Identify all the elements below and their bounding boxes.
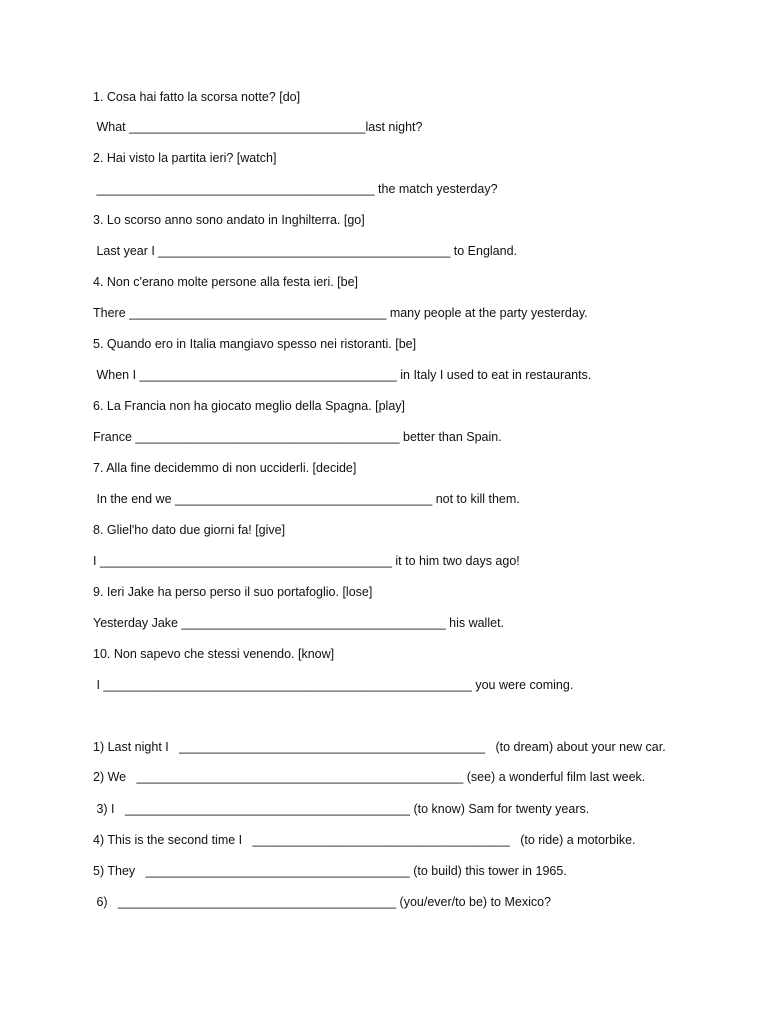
exercise-7-prompt: 7. Alla fine decidemmo di non ucciderli. [decide] <box>93 461 357 475</box>
exercise-b-4: 4) This is the second time I _____________________________________ (to ride) a motorbike. <box>93 833 636 847</box>
exercise-b-6: 6) ________________________________________ (you/ever/to be) to Mexico? <box>93 895 552 909</box>
exercise-3-sentence: Last year I __________________________________________ to England. <box>93 244 518 258</box>
exercise-2-prompt: 2. Hai visto la partita ieri? [watch] <box>93 151 277 165</box>
exercise-6-prompt: 6. La Francia non ha giocato meglio della Spagna. [play] <box>93 399 406 413</box>
exercise-b-3: 3) I _________________________________________ (to know) Sam for twenty years. <box>93 802 590 816</box>
exercise-4-sentence: There _____________________________________ many people at the party yesterday. <box>93 306 588 320</box>
exercise-7-sentence: In the end we _____________________________________ not to kill them. <box>93 492 520 506</box>
exercise-1-prompt: 1. Cosa hai fatto la scorsa notte? [do] <box>93 90 301 104</box>
exercise-8-prompt: 8. Gliel'ho dato due giorni fa! [give] <box>93 523 286 537</box>
exercise-b-1: 1) Last night I ____________________________________________ (to dream) about your new car. <box>93 740 666 754</box>
exercise-1-sentence: What __________________________________last night? <box>93 120 423 134</box>
exercise-5-sentence: When I _____________________________________ in Italy I used to eat in restaurants. <box>93 368 592 382</box>
exercise-b-2: 2) We _______________________________________________ (see) a wonderful film last week. <box>93 770 646 784</box>
exercise-b-5: 5) They ______________________________________ (to build) this tower in 1965. <box>93 864 567 878</box>
exercise-2-sentence: ________________________________________ the match yesterday? <box>93 182 498 196</box>
exercise-10-prompt: 10. Non sapevo che stessi venendo. [know] <box>93 647 335 661</box>
exercise-6-sentence: France ______________________________________ better than Spain. <box>93 430 502 444</box>
exercise-5-prompt: 5. Quando ero in Italia mangiavo spesso nei ristoranti. [be] <box>93 337 417 351</box>
exercise-10-sentence: I _____________________________________________________ you were coming. <box>93 678 574 692</box>
exercise-9-prompt: 9. Ieri Jake ha perso perso il suo portafoglio. [lose] <box>93 585 373 599</box>
exercise-9-sentence: Yesterday Jake ______________________________________ his wallet. <box>93 616 505 630</box>
exercise-3-prompt: 3. Lo scorso anno sono andato in Inghilterra. [go] <box>93 213 365 227</box>
exercise-8-sentence: I __________________________________________ it to him two days ago! <box>93 554 520 568</box>
exercise-4-prompt: 4. Non c'erano molte persone alla festa ieri. [be] <box>93 275 359 289</box>
